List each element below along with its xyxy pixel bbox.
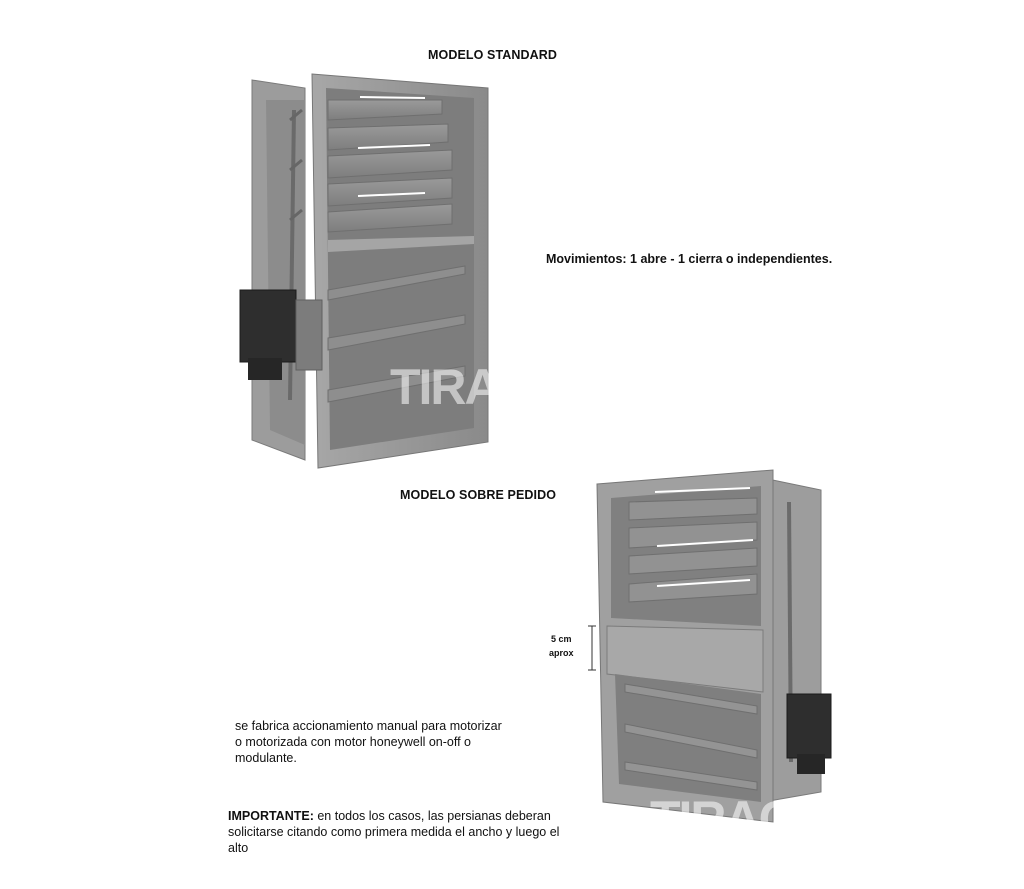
info-line-3: modulante. [235,751,297,765]
standard-title: MODELO STANDARD [428,48,558,62]
dimension-bracket [582,624,602,674]
pedido-damper-image [585,462,845,842]
watermark-top: TIRAC [390,359,533,415]
movimientos-text: Movimientos: 1 abre - 1 cierra o independientes. [546,252,833,266]
dimension-value: 5 cm [551,634,572,644]
info-line-2: o motorizada con motor honeywell on-off o [235,735,472,749]
importante-text-3: alto [228,841,249,855]
dimension-unit: aprox [549,648,574,658]
motor-icon [240,290,296,362]
pedido-title: MODELO SOBRE PEDIDO [400,488,557,502]
standard-damper-image [230,70,590,480]
info-paragraph [235,718,555,766]
importante-paragraph [228,808,588,856]
importante-label: IMPORTANTE: [228,809,314,823]
importante-text-1: en todos los casos, las persianas deberan [313,809,551,823]
importante-text-2: solicitarse citando como primera medida el ancho y luego el [228,825,560,839]
watermark-bottom: TIRAC [650,791,793,847]
info-line-1: se fabrica accionamiento manual para motorizar [235,719,502,733]
